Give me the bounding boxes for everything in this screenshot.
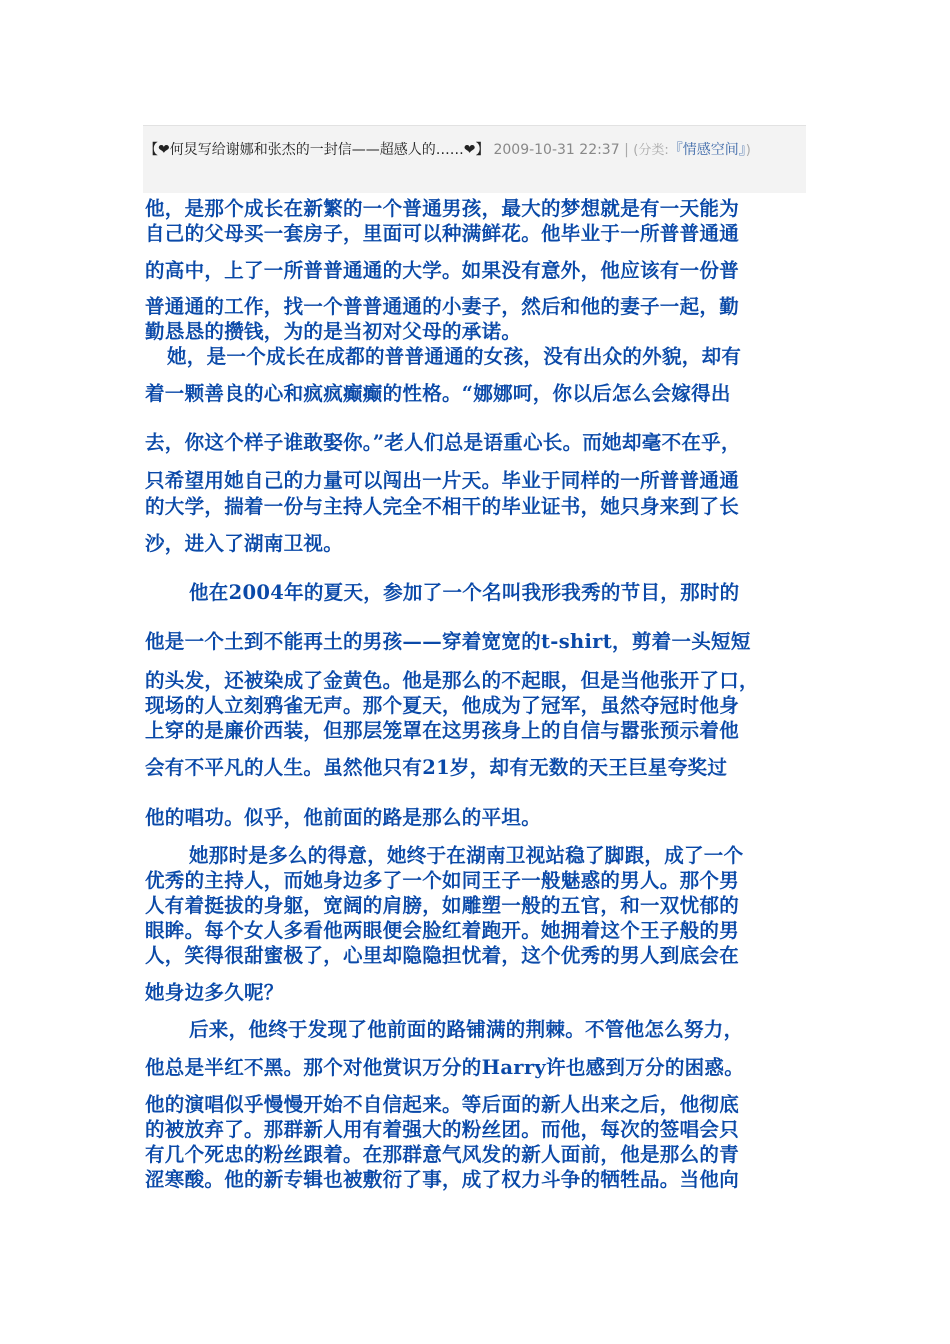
article-line: 去，你这个样子谁敢娶你。”老人们总是语重心长。而她却毫不在乎， xyxy=(145,431,741,454)
article-line: 他总是半红不黑。那个对他赏识万分的Harry许也感到万分的困惑。 xyxy=(145,1056,745,1079)
article-line: 沙，进入了湖南卫视。 xyxy=(145,532,344,555)
article-line: 现场的人立刻鸦雀无声。那个夏天，他成为了冠军，虽然夺冠时他身 xyxy=(145,694,740,717)
article-line: 着一颗善良的心和疯疯癫癫的性格。“娜娜呵，你以后怎么会嫁得出 xyxy=(145,382,731,405)
category-open: (分类: xyxy=(633,143,669,158)
article-line: 的大学，揣着一份与主持人完全不相干的毕业证书，她只身来到了长 xyxy=(145,495,740,518)
category-link[interactable]: 『情感空间』 xyxy=(668,142,746,158)
article-line: 的高中，上了一所普普通通的大学。如果没有意外，他应该有一份普 xyxy=(145,259,740,282)
article-line: 有几个死忠的粉丝跟着。在那群意气风发的新人面前，他是那么的青 xyxy=(145,1143,740,1166)
article-line: 眼眸。每个女人多看他两眼便会脸红着跑开。她拥着这个王子般的男 xyxy=(145,919,740,942)
article-line: 他的唱功。似乎，他前面的路是那么的平坦。 xyxy=(145,806,542,829)
article-line: 后来，他终于发现了他前面的路铺满的荆棘。不管他怎么努力， xyxy=(189,1018,744,1041)
article-line: 勤恳恳的攒钱，为的是当初对父母的承诺。 xyxy=(145,320,522,343)
article-line: 普通通的工作，找一个普普通通的小妻子，然后和他的妻子一起，勤 xyxy=(145,295,740,318)
article-line: 优秀的主持人，而她身边多了一个如同王子一般魅惑的男人。那个男 xyxy=(145,869,740,892)
article-line: 他在2004年的夏天，参加了一个名叫我形我秀的节目，那时的 xyxy=(189,581,740,604)
post-title[interactable]: 【❤何炅写给谢娜和张杰的一封信——超感人的……❤】 xyxy=(144,142,490,158)
article-line: 她，是一个成长在成都的普普通通的女孩，没有出众的外貌，却有 xyxy=(167,345,742,368)
article-line: 会有不平凡的人生。虽然他只有21岁，却有无数的天王巨星夸奖过 xyxy=(145,756,728,779)
header-separator: | xyxy=(624,142,629,158)
article-body xyxy=(145,196,807,1196)
post-header xyxy=(143,125,806,193)
article-line: 的被放弃了。那群新人用有着强大的粉丝团。而他，每次的签唱会只 xyxy=(145,1118,740,1141)
category-close: ) xyxy=(745,143,751,158)
article-line: 她身边多久呢？ xyxy=(145,981,284,1004)
article-line: 自己的父母买一套房子，里面可以种满鲜花。他毕业于一所普普通通 xyxy=(145,222,740,245)
article-line: 上穿的是廉价西装，但那层笼罩在这男孩身上的自信与嚣张预示着他 xyxy=(145,719,740,742)
article-line: 人，笑得很甜蜜极了，心里却隐隐担忧着，这个优秀的男人到底会在 xyxy=(145,944,740,967)
article-line: 涩寒酸。他的新专辑也被敷衍了事，成了权力斗争的牺牲品。当他向 xyxy=(145,1168,740,1191)
article-line: 他，是那个成长在新繁的一个普通男孩，最大的梦想就是有一天能为 xyxy=(145,197,740,220)
article-line: 她那时是多么的得意，她终于在湖南卫视站稳了脚跟，成了一个 xyxy=(189,844,744,867)
article-line: 他是一个土到不能再土的男孩——穿着宽宽的t-shirt，剪着一头短短 xyxy=(145,630,751,653)
article-line: 他的演唱似乎慢慢开始不自信起来。等后面的新人出来之后，他彻底 xyxy=(145,1093,740,1116)
article-line: 的头发，还被染成了金黄色。他是那么的不起眼，但是当他张开了口， xyxy=(145,669,759,692)
post-date: 2009-10-31 22:37 xyxy=(493,142,620,158)
article-line: 只希望用她自己的力量可以闯出一片天。毕业于同样的一所普普通通 xyxy=(145,469,740,492)
article-line: 人有着挺拔的身躯，宽阔的肩膀，如雕塑一般的五官，和一双忧郁的 xyxy=(145,894,740,917)
